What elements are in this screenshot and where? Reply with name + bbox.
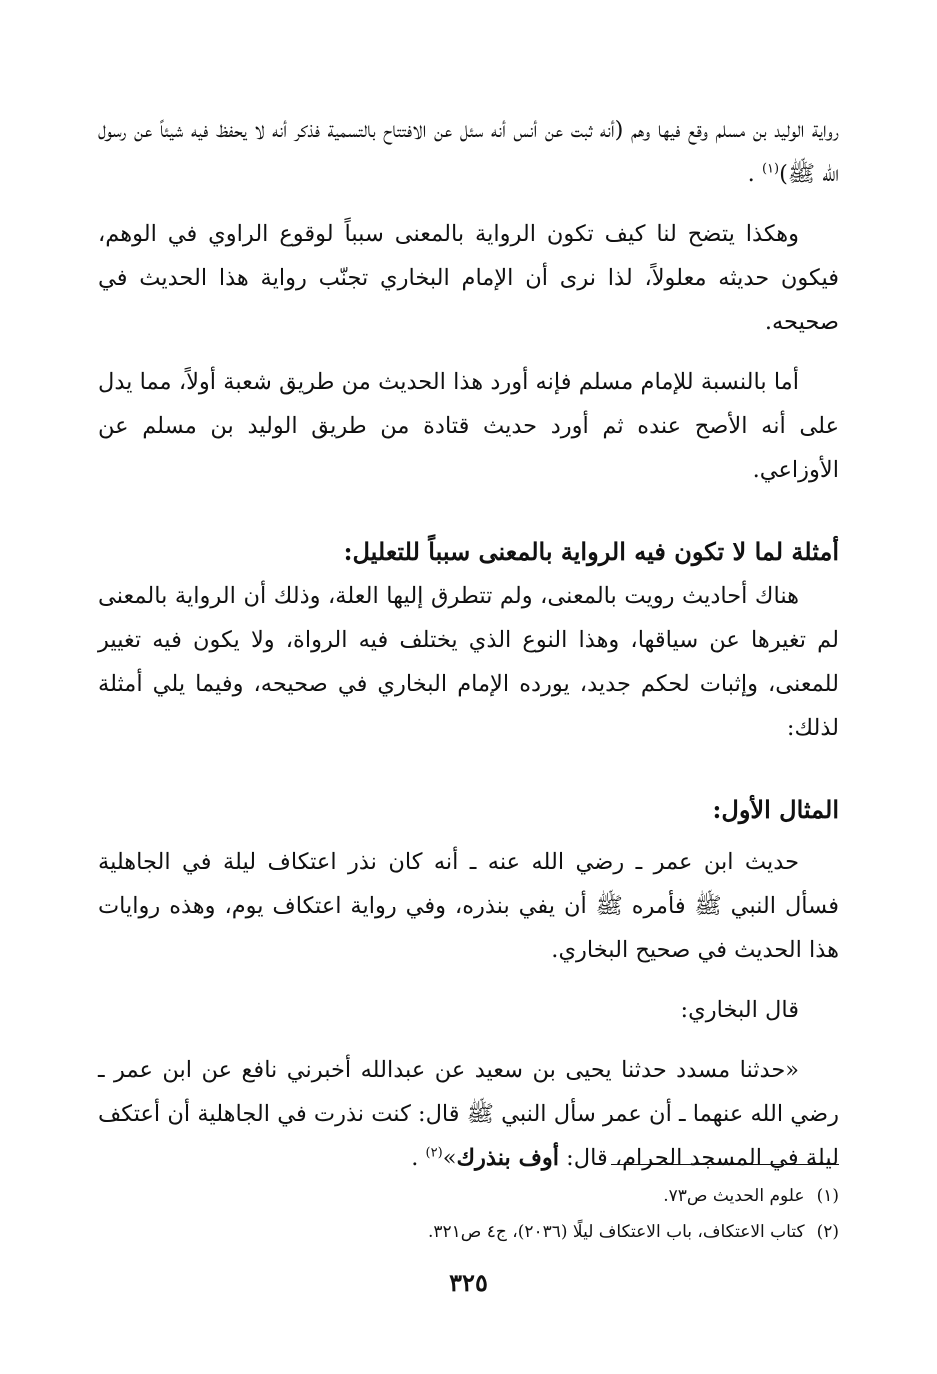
footnote-ref-1[interactable]: (١) [761,161,780,177]
footnotes [98,1178,839,1250]
footnote-1-text: علوم الحديث ص٧٣. [663,1186,805,1206]
paragraph-7-end: . [411,1145,419,1171]
paragraph-5: حديث ابن عمر ـ رضي الله عنه ـ أنه كان نذر اعتكاف ليلة في الجاهلية فسأل النبي ﷺ فأمره ﷺ أن يفي بنذره، وفي رواية اعتكاف يوم، وهذه روايات هذا الحديث في صحيح البخاري. [98,849,839,963]
paragraph-7 [98,1048,839,1180]
footnote-ref-2[interactable]: (٢) [425,1145,443,1161]
footnote-2-number: (٢) [816,1222,839,1242]
paragraph-1-end: . [747,161,755,187]
footnote-1 [98,1178,839,1214]
section-heading-examples: أمثلة لما لا تكون فيه الرواية بالمعنى سبباً للتعليل: [343,537,839,566]
footnote-1-number: (١) [816,1186,839,1206]
paragraph-7-close-quote: » [442,1145,457,1171]
paragraph-1-text: رواية الوليد بن مسلم وقع فيها وهم (أنه ثبت عن أنس أنه سئل عن الافتتاح بالتسمية فذكر أنه لا يحفظ فيه شيئاً عن رسول الله ﷺ) [98,117,839,187]
paragraph-4: هناك أحاديث رويت بالمعنى، ولم تتطرق إليها العلة، وذلك أن الرواية بالمعنى لم تغيرها عن سياقها، وهذا النوع الذي يختلف فيه الرواة، ولا يكون فيه تغيير للمعنى، وإثبات لحكم جديد، يورده الإمام البخاري في صحيحه، وفيما يلي أمثلة لذلك: [98,583,839,741]
paragraph-2: وهكذا يتضح لنا كيف تكون الرواية بالمعنى سبباً لوقوع الراوي في الوهم، فيكون حديثه معلولاً، لذا نرى أن الإمام البخاري تجنّب رواية هذا الحديث في صحيحه. [98,221,839,335]
paragraph-1 [98,108,839,196]
footnote-separator [611,1164,839,1165]
footnote-2 [98,1214,839,1250]
footnote-2-text: كتاب الاعتكاف، باب الاعتكاف ليلًا (٢٠٣٦)، ج٤ ص٣٢١. [427,1222,805,1242]
paragraph-3: أما بالنسبة للإمام مسلم فإنه أورد هذا الحديث من طريق شعبة أولاً، مما يدل على أنه الأصح عنده ثم أورد حديث قتادة من طريق الوليد بن مسلم عن الأوزاعي. [98,369,839,483]
paragraph-7-bold-quote: أوف بنذرك [456,1145,560,1171]
paragraph-7-text: «حدثنا مسدد حدثنا يحيى بن سعيد عن عبدالله أخبرني نافع عن ابن عمر ـ رضي الله عنهما ـ أن عمر سأل النبي ﷺ قال: كنت نذرت في الجاهلية أن أعتكف ليلة في المسجد الحرام، قال: [98,1057,839,1171]
paragraph-6: قال البخاري: [680,997,799,1023]
section-heading-first-example: المثال الأول: [712,795,839,824]
page-number: ٣٢٥ [449,1268,488,1297]
